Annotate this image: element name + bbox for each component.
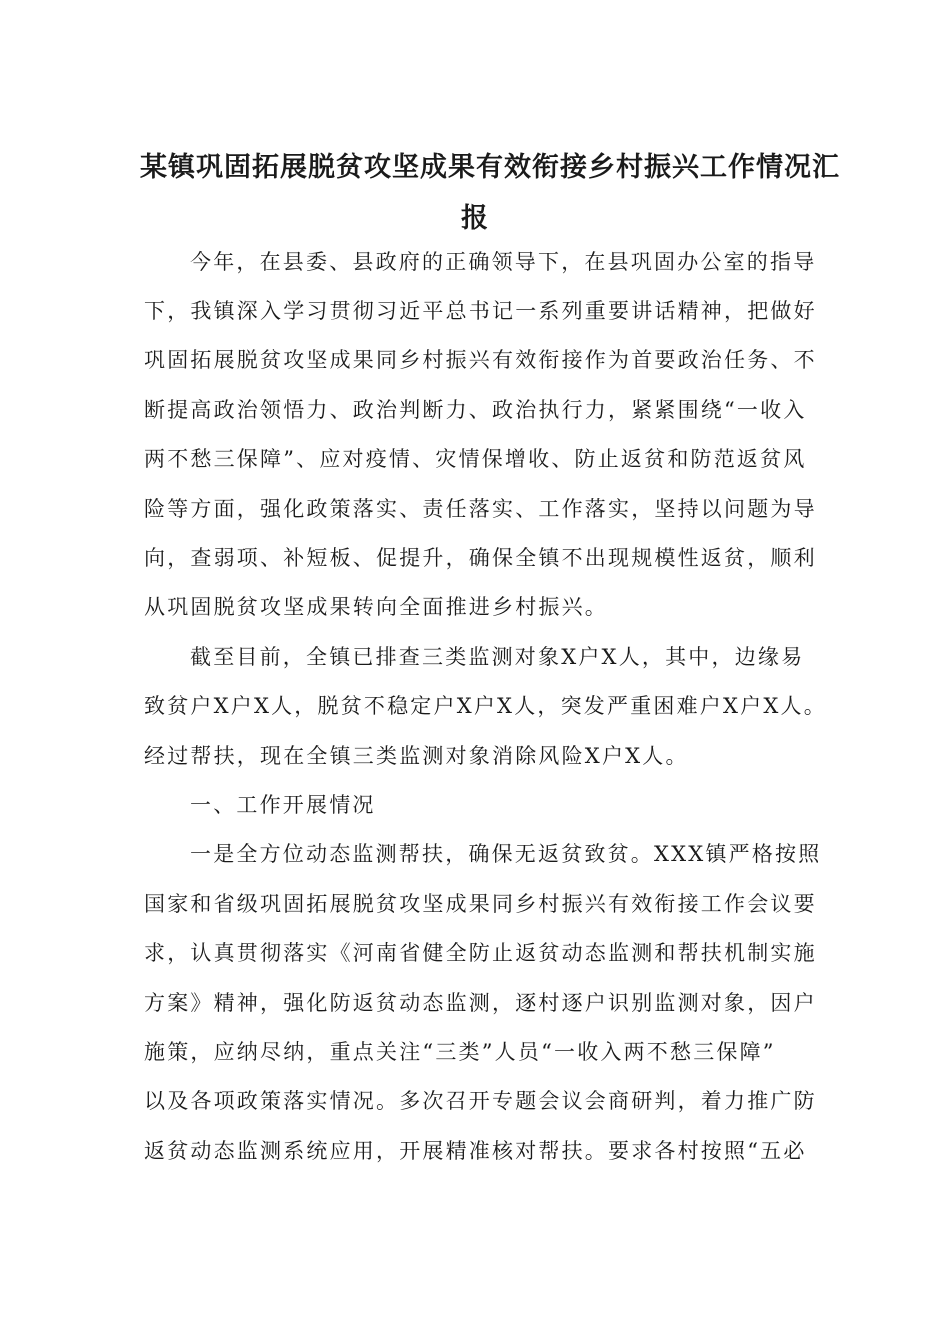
body-line-11: 经过帮扶，现在全镇三类监测对象消除风险X户X人。 bbox=[144, 744, 689, 768]
body-line-5: 两不愁三保障”、应对疫情、灾情保增收、防止返贫和防范返贫风 bbox=[144, 447, 807, 471]
body-line-18: 以及各项政策落实情况。多次召开专题会议会商研判，着力推广防 bbox=[144, 1089, 817, 1113]
body-line-4: 断提高政治领悟力、政治判断力、政治执行力，紧紧围绕“一收入 bbox=[144, 398, 807, 422]
document-title-line-2: 报 bbox=[461, 203, 489, 234]
body-line-2: 下，我镇深入学习贯彻习近平总书记一系列重要讲话精神，把做好 bbox=[144, 299, 817, 323]
body-line-10: 致贫户X户X人，脱贫不稳定户X户X人，突发严重困难户X户X人。 bbox=[144, 694, 827, 718]
body-line-15: 求，认真贯彻落实《河南省健全防止返贫动态监测和帮扶机制实施 bbox=[144, 941, 817, 965]
document-title-line-1: 某镇巩固拓展脱贫攻坚成果有效衔接乡村振兴工作情况汇 bbox=[140, 152, 840, 183]
body-line-16: 方案》精神，强化防返贫动态监测，逐村逐户识别监测对象，因户 bbox=[144, 991, 817, 1015]
body-line-6: 险等方面，强化政策落实、责任落实、工作落实，坚持以问题为导 bbox=[144, 497, 817, 521]
body-line-7: 向，查弱项、补短板、促提升，确保全镇不出现规模性返贫，顺利 bbox=[144, 546, 817, 570]
section-heading: 一、工作开展情况 bbox=[190, 793, 376, 817]
body-line-14: 国家和省级巩固拓展脱贫攻坚成果同乡村振兴有效衔接工作会议要 bbox=[144, 892, 817, 916]
body-line-8: 从巩固脱贫攻坚成果转向全面推进乡村振兴。 bbox=[144, 595, 608, 619]
body-line-19: 返贫动态监测系统应用，开展精准核对帮扶。要求各村按照“五必 bbox=[144, 1139, 807, 1163]
body-line-17: 施策，应纳尽纳，重点关注“三类”人员“一收入两不愁三保障” bbox=[144, 1040, 776, 1064]
body-line-3: 巩固拓展脱贫攻坚成果同乡村振兴有效衔接作为首要政治任务、不 bbox=[144, 348, 817, 372]
body-line-13: 一是全方位动态监测帮扶，确保无返贫致贫。XXX镇严格按照 bbox=[190, 842, 822, 866]
body-line-9: 截至目前，全镇已排查三类监测对象X户X人，其中，边缘易 bbox=[190, 645, 805, 669]
body-line-1: 今年，在县委、县政府的正确领导下，在县巩固办公室的指导 bbox=[190, 250, 817, 274]
